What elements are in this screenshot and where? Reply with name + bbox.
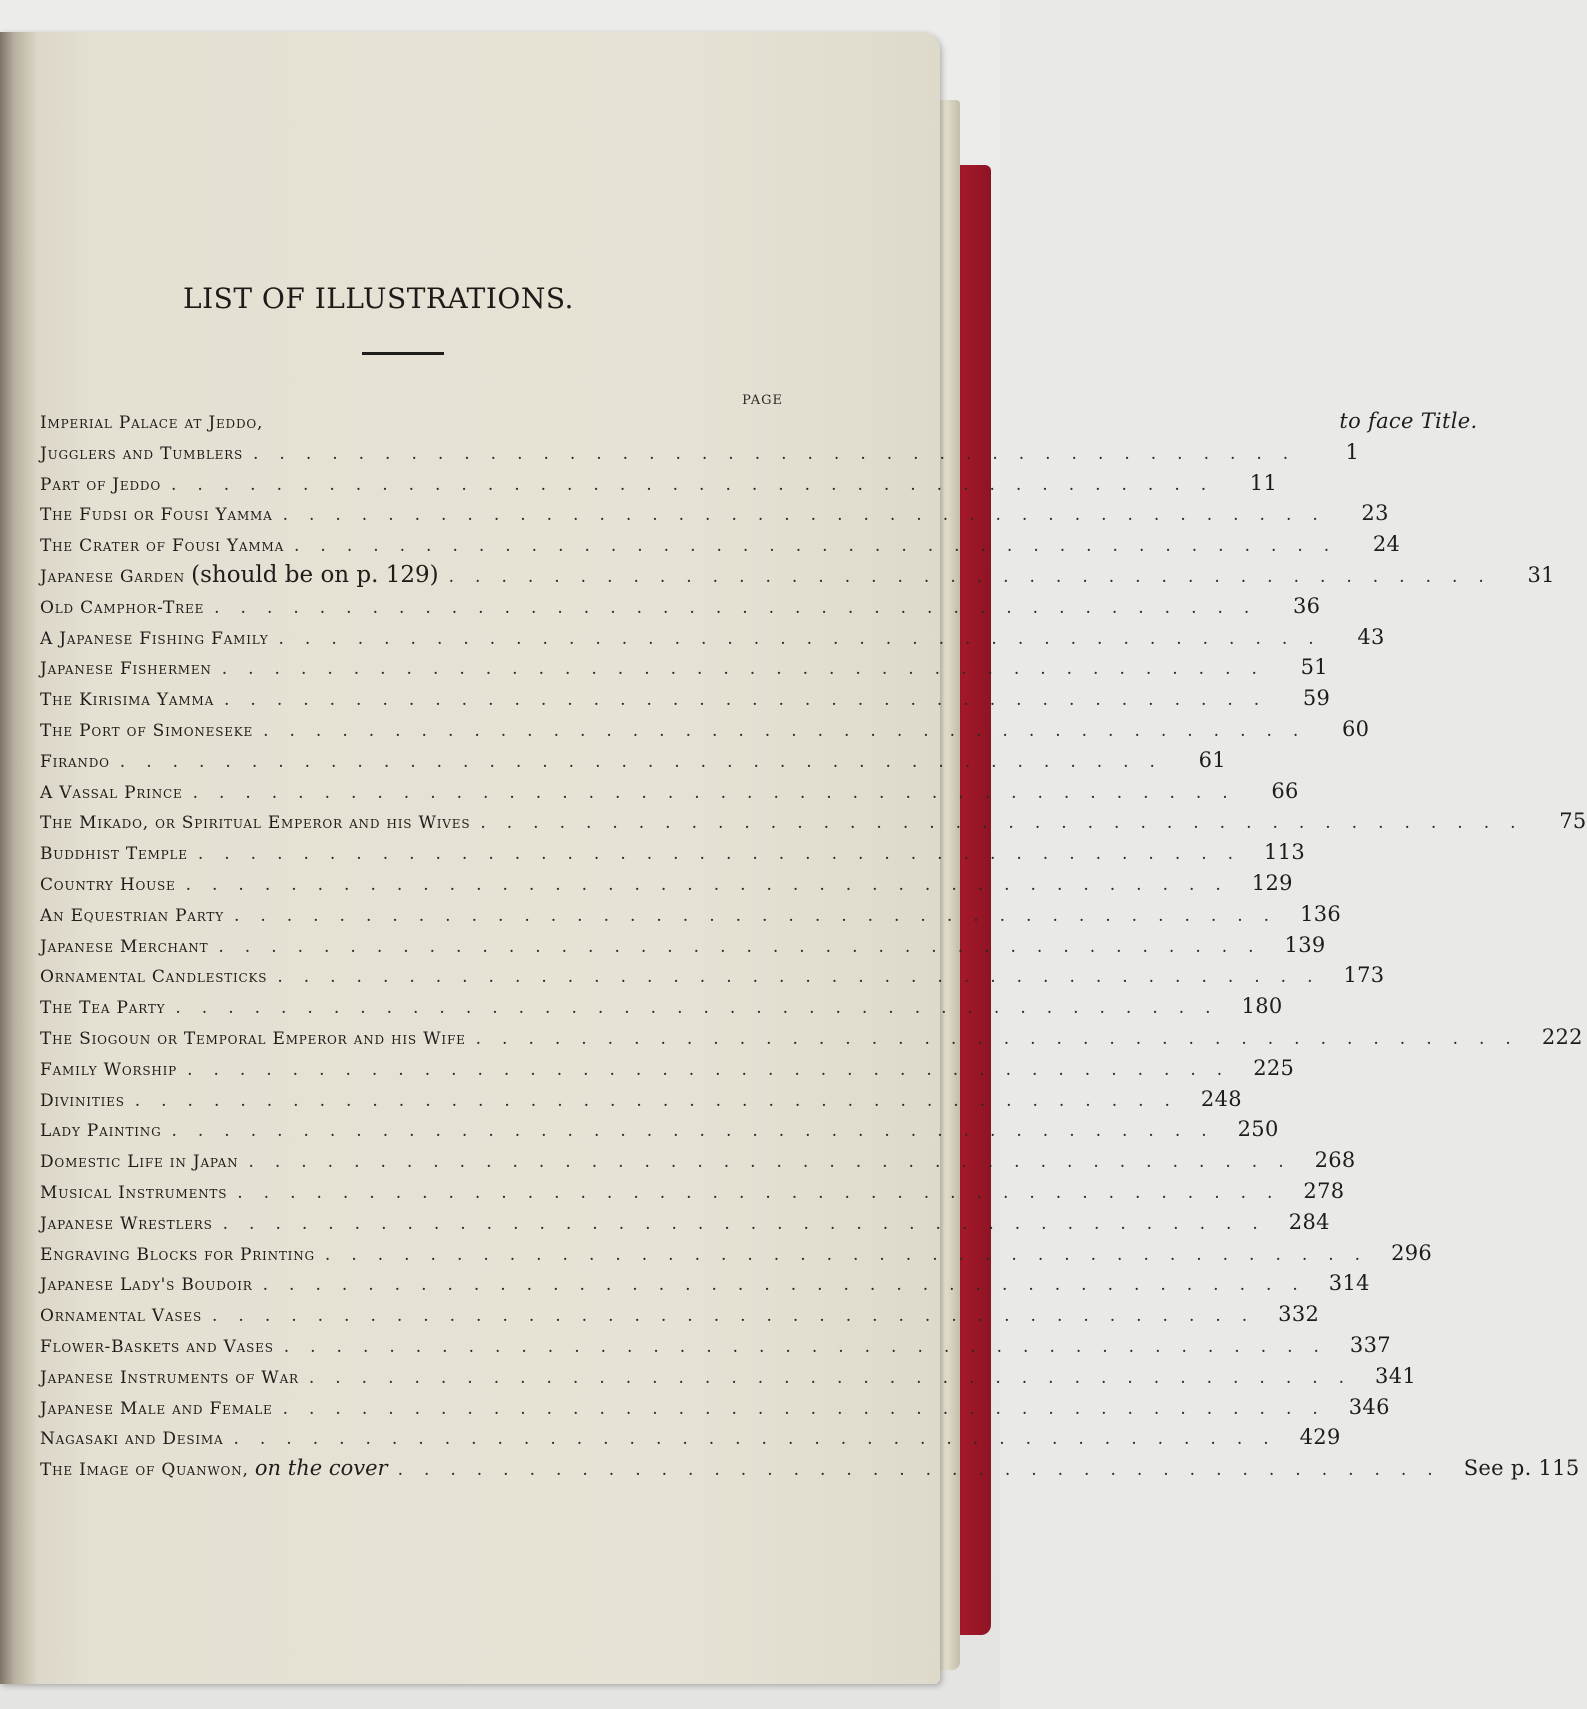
leader-dots: ........................................	[214, 597, 1271, 618]
entry-label: Japanese Instruments of War	[40, 1367, 299, 1388]
entry-label: Musical Instruments	[40, 1182, 228, 1203]
list-item	[40, 714, 1370, 745]
leader-dots: ........................................	[282, 1398, 1339, 1419]
list-item	[40, 868, 1293, 899]
leader-dots: ........................................	[192, 782, 1249, 803]
entry-page: 66	[1271, 778, 1299, 803]
entry-label: Ornamental Candlesticks	[40, 967, 268, 988]
list-item	[40, 960, 1385, 991]
entry-label: An Equestrian Party	[40, 905, 224, 926]
list-item	[40, 1207, 1330, 1238]
entry-page: 250	[1237, 1117, 1279, 1142]
entry-label: Japanese Wrestlers	[40, 1213, 213, 1234]
leader-dots: ........................................	[224, 690, 1281, 711]
leader-dots: ........................................	[294, 536, 1351, 557]
entry-note: (should be on p. 129)	[191, 561, 439, 588]
entry-page: 1	[1345, 439, 1360, 464]
entry-label: The Fudsi or Fousi Yamma	[40, 505, 273, 526]
leader-dots: ........................................	[480, 813, 1537, 834]
leader-dots: ........................................	[221, 659, 1278, 680]
page-title: LIST OF ILLUSTRATIONS.	[183, 282, 574, 315]
entry-label: The Crater of Fousi Yamma	[40, 536, 285, 557]
leader-dots: ........................................	[212, 1306, 1269, 1327]
list-item	[40, 529, 1401, 560]
entry-page: 60	[1341, 716, 1370, 741]
list-item	[40, 468, 1278, 499]
entry-page: 31	[1527, 562, 1555, 587]
entry-page: to face Title.	[1339, 409, 1478, 433]
entry-page: 139	[1284, 932, 1326, 957]
list-item	[40, 622, 1385, 653]
entry-page: 23	[1361, 501, 1389, 526]
leader-dots: ........................................	[222, 1213, 1279, 1234]
leader-dots: ........................................	[308, 1367, 1366, 1388]
entry-page: 11	[1249, 470, 1278, 495]
leader-dots: ........................................	[282, 505, 1339, 526]
leader-dots: ........................................	[218, 936, 1275, 957]
entry-label: The Mikado, or Spiritual Emperor and his Wives	[40, 813, 471, 834]
entry-label: Nagasaki and Desima	[40, 1429, 224, 1450]
list-item	[40, 1268, 1370, 1299]
entry-label: The Kirisima Yamma	[40, 690, 215, 711]
entry-page: 180	[1241, 994, 1283, 1019]
entry-page: 75	[1559, 809, 1587, 834]
entry-label	[40, 1453, 388, 1486]
entry-label: The Siogoun or Temporal Emperor and his Wife	[40, 1028, 466, 1049]
entry-label: Firando	[40, 751, 110, 772]
list-item	[40, 1145, 1356, 1176]
entry-label: A Japanese Fishing Family	[40, 628, 269, 649]
list-item	[40, 1299, 1320, 1330]
list-item	[40, 991, 1283, 1022]
list-item	[40, 837, 1306, 868]
leader-dots: ........................................	[277, 967, 1334, 988]
list-item	[40, 683, 1331, 714]
list-item	[40, 1022, 1583, 1053]
leader-dots: ........................................	[324, 1244, 1382, 1265]
entry-page: 113	[1264, 840, 1306, 865]
entry-label: The Tea Party	[40, 998, 166, 1019]
entry-page: 268	[1314, 1148, 1356, 1173]
entry-label: Flower-Baskets and Vases	[40, 1336, 274, 1357]
leader-dots: ........................................	[170, 474, 1228, 495]
leader-dots: ........................................	[262, 1275, 1319, 1296]
entry-label: Engraving Blocks for Printing	[40, 1244, 315, 1265]
entry-page: 346	[1348, 1394, 1390, 1419]
entry-page: 284	[1288, 1209, 1330, 1234]
leader-dots: ........................................	[187, 1059, 1244, 1080]
leader-dots: ........................................	[233, 905, 1291, 926]
list-item	[40, 591, 1321, 622]
leader-dots: ........................................	[237, 1182, 1294, 1203]
entry-page: 314	[1328, 1271, 1370, 1296]
list-item	[40, 806, 1587, 837]
entry-page: 278	[1303, 1178, 1345, 1203]
leader-dots: ........................................	[397, 1460, 1454, 1481]
list-item	[40, 1392, 1390, 1423]
entry-label: Jugglers and Tumblers	[40, 443, 244, 464]
entry-label-text: The Image of Quanwon,	[40, 1460, 249, 1481]
list-item	[40, 1330, 1391, 1361]
list-item	[40, 1238, 1433, 1269]
entry-page: 248	[1200, 1086, 1242, 1111]
entry-label: Family Worship	[40, 1059, 178, 1080]
leader-dots: ........................................	[185, 874, 1242, 895]
leader-dots: ........................................	[278, 628, 1335, 649]
list-item	[40, 652, 1328, 683]
list-item	[40, 1053, 1295, 1084]
entry-note: on the cover	[254, 1456, 388, 1481]
entry-page: 173	[1343, 963, 1385, 988]
entry-label: Ornamental Vases	[40, 1306, 203, 1327]
entry-page: See p. 115	[1463, 1456, 1580, 1481]
entry-page: 332	[1278, 1302, 1320, 1327]
leader-dots: ........................................	[171, 1121, 1228, 1142]
list-item	[40, 406, 1478, 437]
entry-label: Japanese Lady's Boudoir	[40, 1275, 253, 1296]
leader-dots: ........................................	[448, 566, 1505, 587]
entry-page: 296	[1391, 1240, 1433, 1265]
entry-page: 337	[1349, 1332, 1391, 1357]
list-item	[40, 930, 1326, 961]
entry-label-text: Japanese Garden	[40, 566, 185, 587]
list-item	[40, 899, 1342, 930]
illustration-list	[40, 406, 1587, 1484]
entry-page: 222	[1541, 1024, 1583, 1049]
entry-page: 59	[1302, 686, 1331, 711]
entry-page: 43	[1357, 624, 1385, 649]
list-item	[40, 1114, 1279, 1145]
entry-label: Imperial Palace at Jeddo,	[40, 413, 264, 433]
entry-label: Part of Jeddo	[40, 474, 161, 495]
leader-dots: ........................................	[233, 1429, 1290, 1450]
entry-label	[40, 560, 439, 593]
entry-label: Domestic Life in Japan	[40, 1152, 239, 1173]
entry-page: 61	[1198, 747, 1226, 772]
entry-page: 36	[1292, 593, 1321, 618]
entry-page: 24	[1372, 532, 1401, 557]
list-item	[40, 1453, 1580, 1484]
entry-label: Country House	[40, 874, 176, 895]
entry-label: Lady Painting	[40, 1121, 162, 1142]
entry-label: Divinities	[40, 1090, 125, 1111]
entry-label: Buddhist Temple	[40, 844, 188, 865]
list-item	[40, 560, 1555, 591]
leader-dots: ........................................	[197, 844, 1255, 865]
leader-dots: ........................................	[253, 443, 1310, 464]
entry-label: A Vassal Prince	[40, 782, 183, 803]
entry-label: Japanese Merchant	[40, 936, 209, 957]
leader-dots: ........................................	[283, 1336, 1340, 1357]
list-item	[40, 745, 1226, 776]
list-item	[40, 1176, 1345, 1207]
entry-page: 225	[1253, 1055, 1295, 1080]
entry-label: Japanese Male and Female	[40, 1398, 273, 1419]
entry-page: 51	[1300, 655, 1328, 680]
page-column-label: PAGE	[742, 393, 783, 408]
leader-dots: ........................................	[134, 1090, 1191, 1111]
leader-dots: ........................................	[175, 998, 1232, 1019]
list-item	[40, 1361, 1417, 1392]
list-item	[40, 1422, 1341, 1453]
list-item	[40, 1084, 1242, 1115]
entry-page: 129	[1251, 870, 1293, 895]
leader-dots: ........................................	[248, 1152, 1305, 1173]
leader-dots: ........................................	[475, 1028, 1532, 1049]
list-item	[40, 498, 1389, 529]
entry-label: Japanese Fishermen	[40, 659, 212, 680]
entry-page: 429	[1299, 1425, 1341, 1450]
entry-label: The Port of Simoneseke	[40, 720, 254, 741]
leader-dots: ........................................	[119, 751, 1176, 772]
title-rule	[362, 352, 444, 355]
entry-page: 341	[1375, 1363, 1417, 1388]
entry-page: 136	[1300, 901, 1342, 926]
list-item	[40, 437, 1360, 468]
list-item	[40, 776, 1299, 807]
entry-label: Old Camphor-Tree	[40, 597, 205, 618]
leader-dots: ........................................	[263, 720, 1320, 741]
